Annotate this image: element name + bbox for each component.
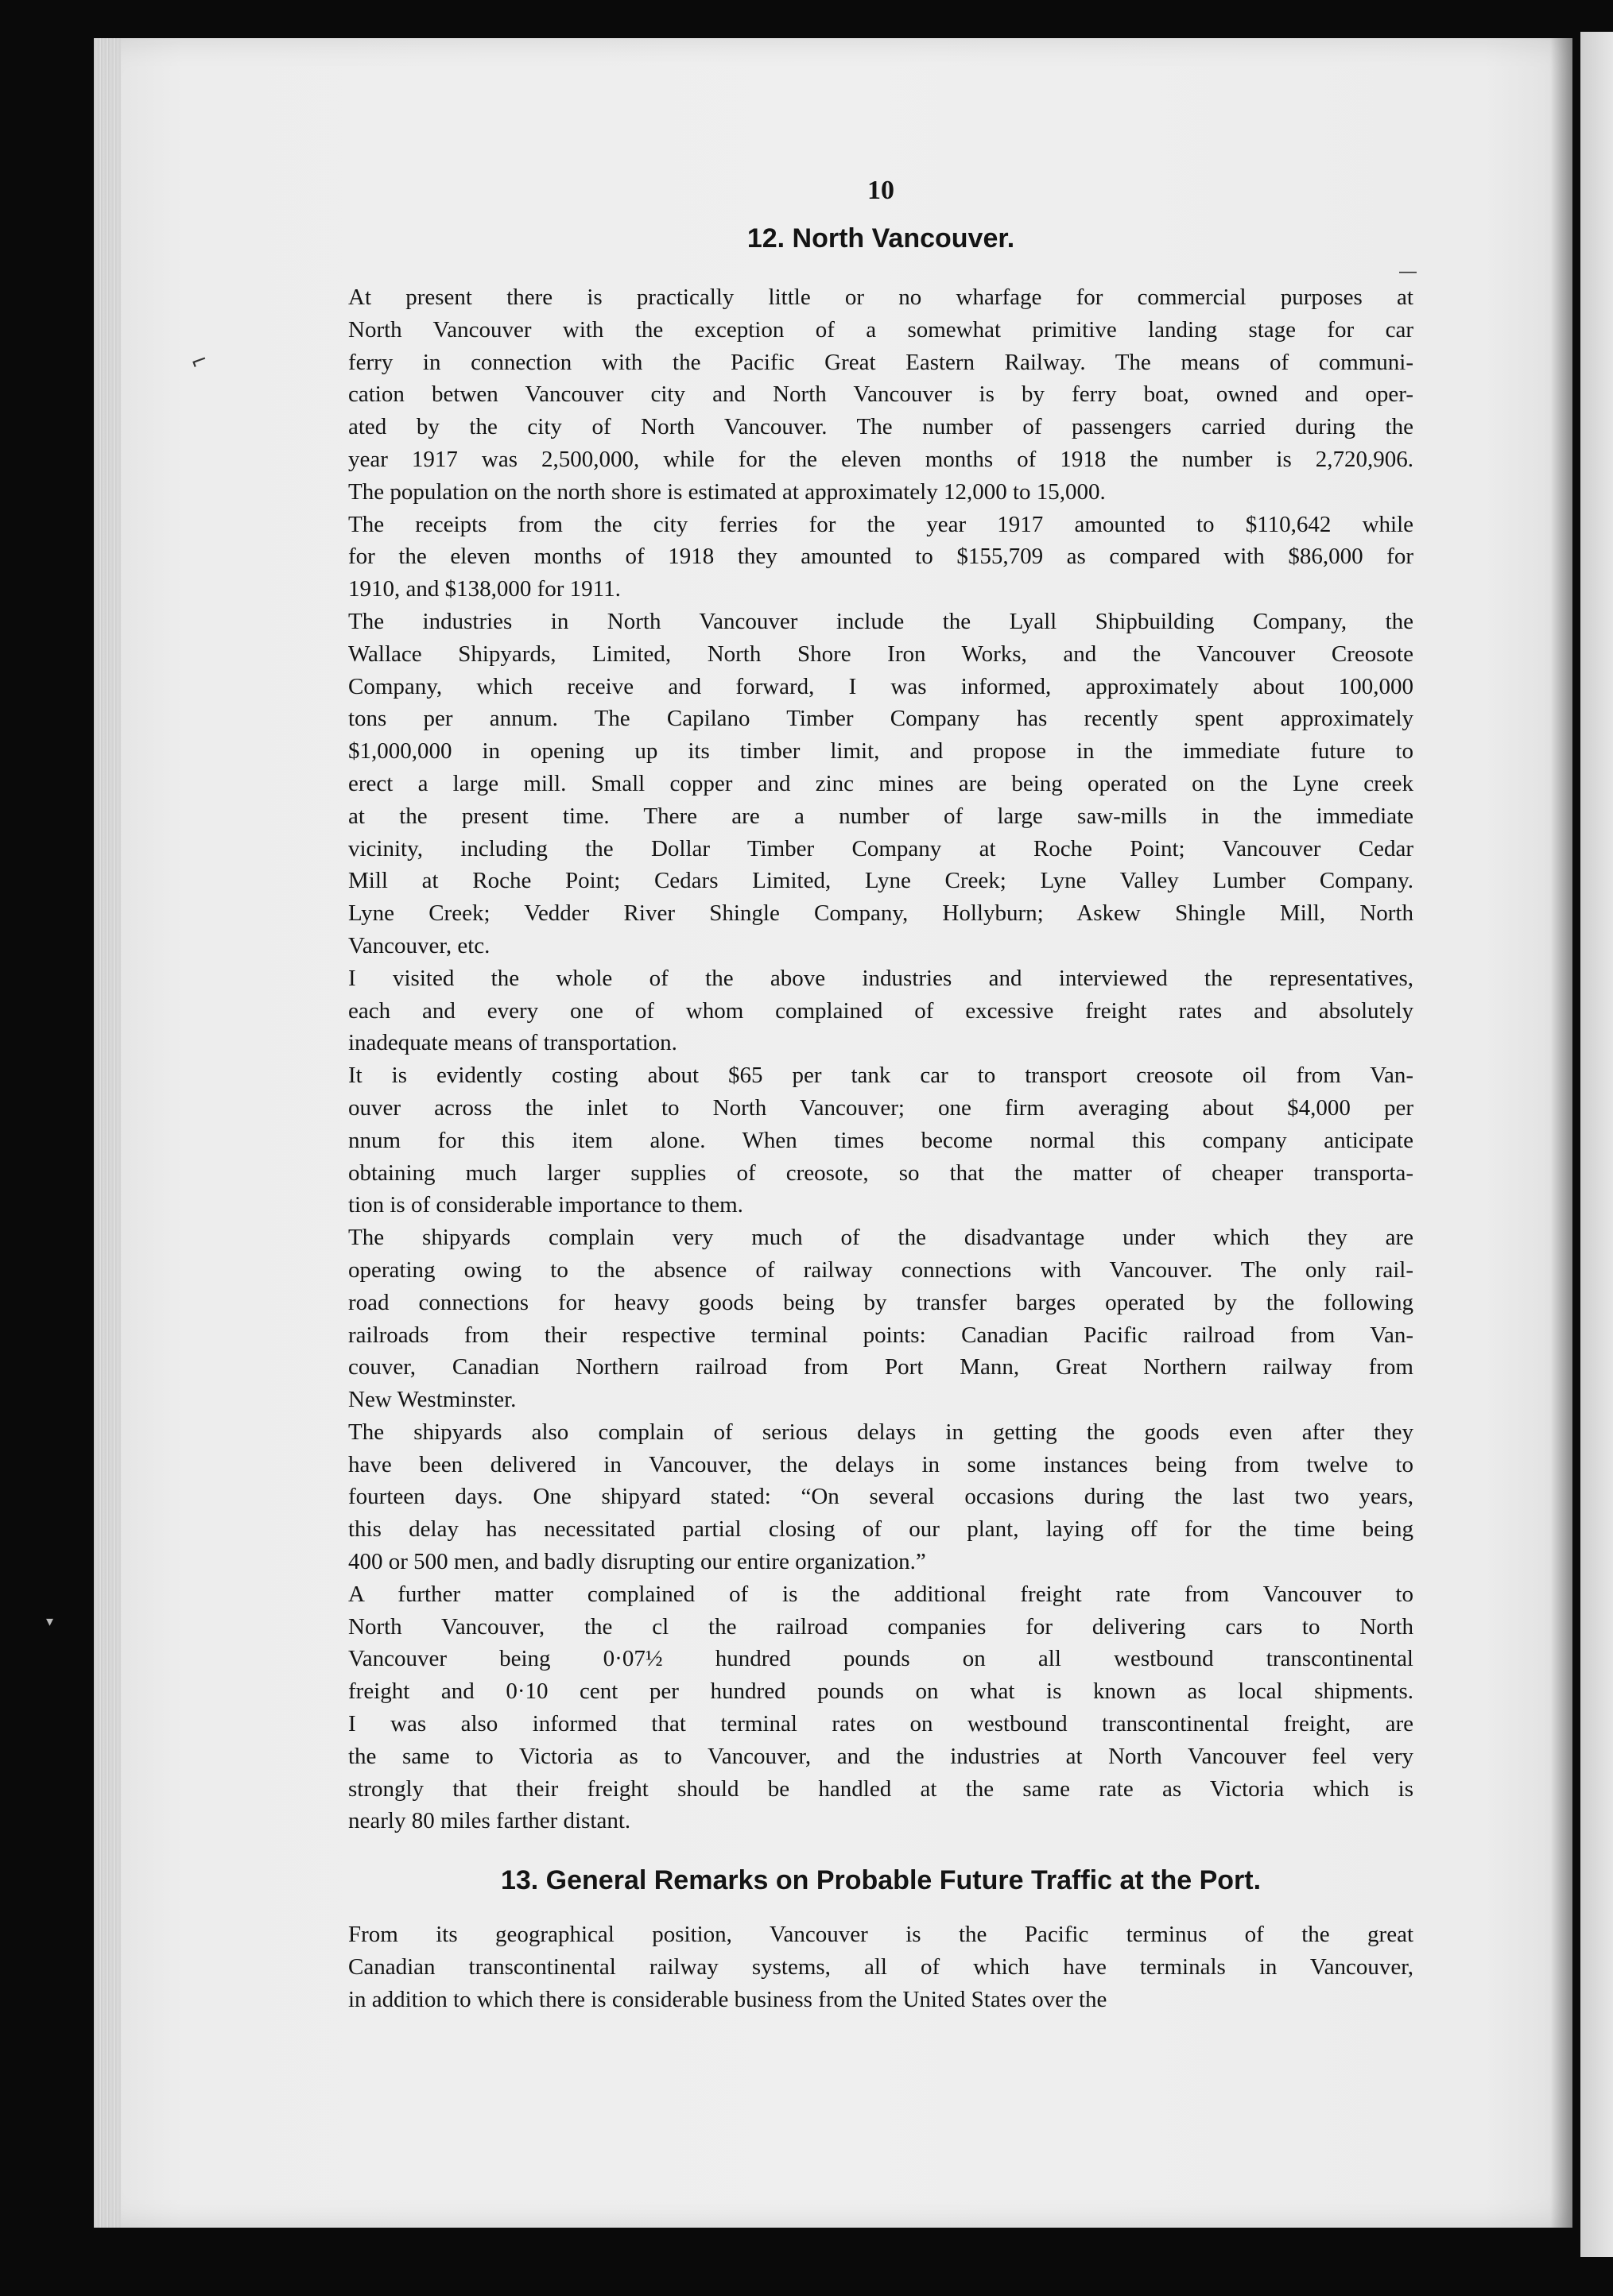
page-number: 10 — [867, 176, 894, 205]
text-line: The shipyards complain very much of the disadvantage under which they are — [348, 1225, 1413, 1251]
paragraph — [348, 1578, 1413, 1837]
text-line: road connections for heavy goods being by transfer barges operated by the following — [348, 1289, 1413, 1315]
text-line: Canadian transcontinental railway systems, all of which have terminals in Vancouver, — [348, 1954, 1413, 1980]
text-line: $1,000,000 in opening up its timber limit, and propose in the immediate future to — [348, 738, 1413, 765]
text-line: cation betwen Vancouver city and North Vancouver is by ferry boat, owned and oper- — [348, 381, 1413, 408]
text-line: nearly 80 miles farther distant. — [348, 1808, 631, 1834]
text-line: strongly that their freight should be handled at the same rate as Victoria which is — [348, 1775, 1413, 1802]
margin-dot: ▾ — [46, 1613, 54, 1630]
text-line: for the eleven months of 1918 they amounted to $155,709 as compared with $86,000 for — [348, 544, 1413, 570]
text-line: tons per annum. The Capilano Timber Company has recently spent approximately — [348, 706, 1413, 732]
paragraph — [348, 509, 1413, 606]
text-line: have been delivered in Vancouver, the delays in some instances being from twelve to — [348, 1451, 1413, 1477]
text-line: Vancouver, etc. — [348, 932, 490, 958]
text-line: 1910, and $138,000 for 1911. — [348, 576, 621, 602]
margin-mark: ― — [1399, 262, 1417, 282]
text-line: The population on the north shore is estimated at approximately 12,000 to 15,000. — [348, 478, 1106, 505]
text-line: year 1917 was 2,500,000, while for the eleven months of 1918 the number is 2,720,906. — [348, 446, 1413, 472]
text-line: It is evidently costing about $65 per tank car to transport creosote oil from Van- — [348, 1063, 1413, 1089]
text-line: vicinity, including the Dollar Timber Company at Roche Point; Vancouver Cedar — [348, 835, 1413, 861]
text-line: I visited the whole of the above industries and interviewed the representatives, — [348, 965, 1413, 991]
text-line: tion is of considerable importance to them. — [348, 1192, 743, 1218]
text-line: fourteen days. One shipyard stated: “On several occasions during the last two years, — [348, 1484, 1413, 1510]
margin-mark: ⌐ — [187, 347, 212, 376]
text-line: Wallace Shipyards, Limited, North Shore Iron Works, and the Vancouver Creosote — [348, 641, 1413, 667]
text-line: ated by the city of North Vancouver. The number of passengers carried during the — [348, 414, 1413, 440]
section-13-title: 13. General Remarks on Probable Future Traffic at the Port. — [500, 1865, 1262, 1896]
paragraph — [348, 1416, 1413, 1578]
section-12-text — [348, 281, 1413, 1837]
text-line: The receipts from the city ferries for the year 1917 amounted to $110,642 while — [348, 511, 1413, 537]
text-line: each and every one of whom complained of excessive freight rates and absolutely — [348, 997, 1413, 1024]
text-line: Vancouver being 0·07½ hundred pounds on all westbound transcontinental — [348, 1646, 1413, 1672]
paragraph — [348, 962, 1413, 1059]
text-line: freight and 0·10 cent per hundred pounds on what is known as local shipments. — [348, 1678, 1413, 1705]
text-line: At present there is practically little or no wharfage for commercial purposes at — [348, 285, 1413, 310]
paragraph — [348, 1222, 1413, 1416]
binding-edge — [94, 38, 121, 2228]
text-line: ferry in connection with the Pacific Great Eastern Railway. The means of communi- — [348, 349, 1413, 375]
section-13-text — [348, 1918, 1413, 2015]
paragraph — [348, 1059, 1413, 1222]
text-line: in addition to which there is considerable business from the United States over the — [348, 1986, 1107, 2012]
text-line: this delay has necessitated partial closing of our plant, laying off for the time being — [348, 1516, 1413, 1543]
text-line: Lyne Creek; Vedder River Shingle Company, Hollyburn; Askew Shingle Mill, North — [348, 900, 1413, 927]
paragraph — [348, 281, 1413, 509]
text-line: New Westminster. — [348, 1387, 517, 1413]
text-line: 400 or 500 men, and badly disrupting our entire organization.” — [348, 1549, 926, 1575]
text-line: The industries in North Vancouver include the Lyall Shipbuilding Company, the — [348, 608, 1413, 634]
text-line: A further matter complained of is the additional freight rate from Vancouver to — [348, 1581, 1413, 1607]
text-line: the same to Victoria as to Vancouver, and the industries at North Vancouver feel very — [348, 1743, 1413, 1769]
text-line: railroads from their respective terminal points: Canadian Pacific railroad from Van- — [348, 1322, 1413, 1348]
text-line: erect a large mill. Small copper and zinc mines are being operated on the Lyne creek — [348, 770, 1413, 796]
text-line: inadequate means of transportation. — [348, 1030, 677, 1056]
text-line: at the present time. There are a number of large saw-mills in the immediate — [348, 803, 1413, 829]
text-line: nnum for this item alone. When times become normal this company anticipate — [348, 1127, 1413, 1153]
text-line: operating owing to the absence of railway connections with Vancouver. The only rail- — [348, 1256, 1413, 1283]
text-line: Mill at Roche Point; Cedars Limited, Lyne Creek; Lyne Valley Lumber Company. — [348, 868, 1413, 894]
adjacent-page-edge — [1580, 32, 1613, 2257]
text-line: ouver across the inlet to North Vancouver; one firm averaging about $4,000 per — [348, 1094, 1413, 1121]
text-line: The shipyards also complain of serious delays in getting the goods even after they — [348, 1419, 1413, 1445]
text-line: From its geographical position, Vancouver is the Pacific terminus of the great — [348, 1922, 1413, 1948]
document-body — [348, 175, 1413, 2016]
section-12-title: 12. North Vancouver. — [746, 223, 1015, 254]
text-line: couver, Canadian Northern railroad from Port Mann, Great Northern railway from — [348, 1354, 1413, 1380]
text-line: Company, which receive and forward, I was informed, approximately about 100,000 — [348, 673, 1413, 699]
text-line: North Vancouver, the cl the railroad companies for delivering cars to North — [348, 1613, 1413, 1640]
text-line: obtaining much larger supplies of creosote, so that the matter of cheaper transporta- — [348, 1160, 1413, 1186]
text-line: I was also informed that terminal rates on westbound transcontinental freight, are — [348, 1711, 1413, 1737]
page-shadow — [1550, 38, 1572, 2228]
text-line: North Vancouver with the exception of a somewhat primitive landing stage for car — [348, 316, 1413, 343]
paragraph — [348, 1918, 1413, 2015]
paragraph — [348, 606, 1413, 962]
